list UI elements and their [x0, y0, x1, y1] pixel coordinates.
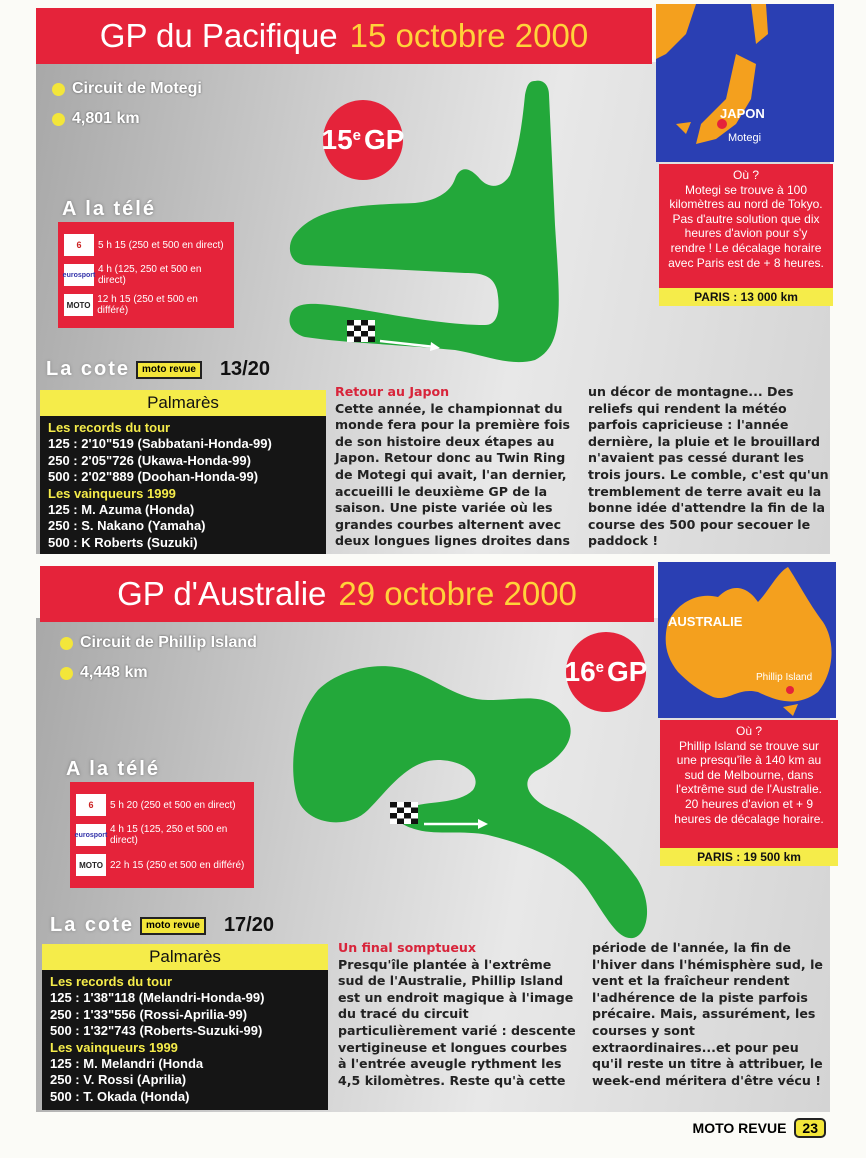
gp1-title: GP du Pacifique: [99, 17, 338, 54]
cote-label: La cote: [50, 914, 135, 936]
magazine-name: MOTO REVUE: [692, 1120, 787, 1136]
tv-row: 6 5 h 20 (250 et 500 en direct): [76, 790, 248, 820]
gp2-date: 29 octobre 2000: [338, 575, 577, 612]
gp2-palmares: Les records du tour 125 : 1'38"118 (Melandri-Honda-99) 250 : 1'33"556 (Rossi-Aprilia-99) 500 : 1'32"743 (Roberts-Suzuki-99) Les vainqueurs 1999 125 : M. Melandri (Honda 250 : V. Rossi (Aprilia) 500 : T. Okada (Honda): [42, 970, 328, 1110]
page-footer: [693, 1118, 826, 1138]
tv-channel-logo: eurosport: [64, 264, 94, 286]
winner-line: 500 : T. Okada (Honda): [50, 1088, 190, 1104]
gp2-locator-map: [658, 562, 836, 718]
gp2-number-badge: 16 e GP: [566, 632, 646, 712]
gp2-circuit: Circuit de Phillip Island: [60, 634, 257, 652]
tv-row: MOTO 22 h 15 (250 et 500 en différé): [76, 850, 248, 880]
gp2-tv-box: [70, 782, 254, 888]
bullet-icon: [52, 113, 65, 126]
record-line: 250 : 1'33"556 (Rossi-Aprilia-99): [50, 1006, 248, 1022]
tv-channel-logo: 6: [64, 234, 94, 256]
track-shape: [290, 81, 559, 363]
page-number: 23: [794, 1118, 826, 1138]
gp2-cote: [50, 914, 274, 937]
gp2-tele-title: A la télé: [66, 758, 160, 780]
gp2-title-bar: [40, 566, 654, 622]
gp2-title: GP d'Australie: [117, 575, 327, 612]
moto-revue-logo: moto revue: [136, 361, 202, 379]
winner-line: 250 : S. Nakano (Yamaha): [48, 518, 206, 534]
gp1-cote: [46, 358, 270, 381]
gp2-map-city: Phillip Island: [756, 672, 813, 683]
winner-line: 250 : V. Rossi (Aprilia): [50, 1072, 187, 1088]
winner-line: 500 : K Roberts (Suzuki): [48, 534, 198, 550]
cote-score: 17/20: [223, 914, 274, 936]
tv-row: eurosport 4 h (125, 250 et 500 en direct): [62, 264, 202, 286]
tv-row: MOTO 12 h 15 (250 et 500 en différé): [64, 290, 228, 320]
gp2-article-col2: période de l'année, la fin de l'hiver dans l'hémisphère sud, le vent et la fraîcheur rendent l'adhérence de la piste parfois précaire. Mais, assurément, les courses y sont extraordinaires...et pour peu qu'il reste un titre à attribuer, le week-end méritera d'être vécu !: [592, 940, 823, 1088]
tv-row: eurosport 4 h 15 (125, 250 et 500 en direct): [74, 824, 228, 846]
gp1-track-map: [285, 75, 585, 375]
gp1-length: 4,801 km: [52, 110, 140, 128]
bullet-icon: [60, 637, 73, 650]
gp1-locator-map: [656, 4, 834, 162]
gp2-where-box: Où ? Phillip Island se trouve sur une presqu'île à 140 km au sud de Melbourne, dans l'extrême sud de l'Australie. 20 heures d'avion et + 9 heures de décalage horaire.: [660, 720, 838, 848]
gp1-palmares: Les records du tour 125 : 2'10"519 (Sabbatani-Honda-99) 250 : 2'05"726 (Ukawa-Honda-99) 500 : 2'02"889 (Doohan-Honda-99) Les vainqueurs 1999 125 : M. Azuma (Honda) 250 : S. Nakano (Yamaha) 500 : K Roberts (Suzuki): [40, 416, 326, 554]
gp1-title-bar: [36, 8, 652, 64]
record-line: 125 : 2'10"519 (Sabbatani-Honda-99): [48, 436, 272, 452]
winner-line: 125 : M. Azuma (Honda): [48, 502, 195, 518]
gp1-number-badge: 15 e GP: [323, 100, 403, 180]
gp2-article-title: Un final somptueux: [338, 940, 476, 955]
cote-label: La cote: [46, 358, 131, 380]
gp1-date: 15 octobre 2000: [349, 17, 589, 54]
gp2-palmares-header: Palmarès: [42, 944, 328, 970]
gp1-map-country: JAPON: [720, 106, 765, 121]
gp2-length: 4,448 km: [60, 664, 148, 682]
bullet-icon: [60, 667, 73, 680]
gp1-palmares-header: Palmarès: [40, 390, 326, 416]
tv-channel-logo: eurosport: [76, 824, 106, 846]
gp1-paris-distance: PARIS : 13 000 km: [659, 288, 833, 306]
gp2-track-map: [288, 650, 668, 940]
gp1-tele-title: A la télé: [62, 198, 156, 220]
record-line: 500 : 2'02"889 (Doohan-Honda-99): [48, 469, 259, 485]
winner-line: 125 : M. Melandri (Honda: [50, 1056, 204, 1072]
record-line: 500 : 1'32"743 (Roberts-Suzuki-99): [50, 1023, 263, 1039]
gp1-circuit: Circuit de Motegi: [52, 80, 202, 98]
tv-channel-logo: 6: [76, 794, 106, 816]
tv-channel-logo: MOTO: [64, 294, 93, 316]
moto-revue-logo: moto revue: [140, 917, 206, 935]
record-line: 125 : 1'38"118 (Melandri-Honda-99): [50, 990, 265, 1006]
gp1-map-city: Motegi: [728, 132, 762, 144]
tv-channel-logo: MOTO: [76, 854, 106, 876]
gp1-article-col1: Retour au Japon Cette année, le championnat du monde fera pour la première fois de son histoire deux étapes au Japon. Retour donc au Twin Ring de Motegi qui avait, l'an dernier, accueilli le deuxième GP de la saison. Une piste variée où les grandes courbes alternent avec deux longues lignes droites dans: [335, 384, 577, 550]
record-line: 250 : 2'05"726 (Ukawa-Honda-99): [48, 452, 251, 468]
gp2-map-country: AUSTRALIE: [668, 614, 743, 629]
gp1-article-title: Retour au Japon: [335, 384, 450, 399]
gp2-article-col1: Un final somptueux Presqu'île plantée à l'extrême sud de l'Australie, Phillip Island est un endroit magique à l'image du tracé du circuit particulièrement varié : descente vertigineuse et longues courbes à l'entrée aveugle rythment les 4,5 kilomètres. Reste qu'à cette: [338, 940, 578, 1089]
gp2-paris-distance: PARIS : 19 500 km: [660, 848, 838, 866]
gp1-tv-box: [58, 222, 234, 328]
gp1-article-col2: un décor de montagne... Des reliefs qui rendent la météo parfois capricieuse : l'année dernière, la pluie et le brouillard n'avaient pas cessé durant les trois jours. Le comble, c'est qu'un tremblement de terre avait eu la bonne idée d'attendre la fin de la course des 500 pour secouer le paddock !: [588, 384, 829, 549]
gp1-where-box: Où ? Motegi se trouve à 100 kilomètres au nord de Tokyo. Pas d'autre solution que dix heures d'avion pour s'y rendre ! Le décalage horaire avec Paris est de + 8 heures.: [659, 164, 833, 288]
bullet-icon: [52, 83, 65, 96]
track-shape: [293, 666, 647, 938]
tv-row: 6 5 h 15 (250 et 500 en direct): [64, 230, 228, 260]
cote-score: 13/20: [219, 358, 270, 380]
